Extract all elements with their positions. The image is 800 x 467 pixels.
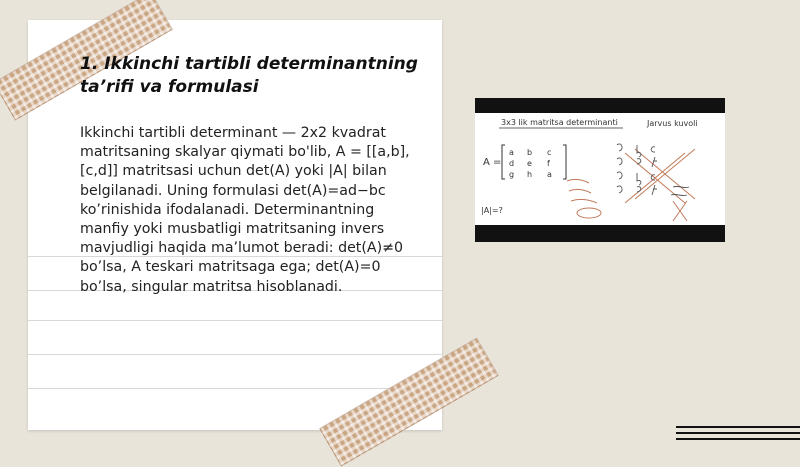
- board-method: Jarvus kuvoli: [647, 119, 698, 128]
- sarrus-scribbles: [567, 149, 695, 221]
- matrix-cell: e: [527, 159, 532, 168]
- video-thumbnail[interactable]: [475, 98, 725, 242]
- matrix-cell: d: [509, 159, 515, 168]
- matrix-cell: f: [547, 159, 550, 168]
- whiteboard-image: [475, 113, 725, 225]
- matrix-cell: b: [527, 148, 533, 157]
- det-question: |A|=?: [481, 206, 503, 215]
- matrix-cell: h: [527, 170, 533, 179]
- matrix-cell: a: [509, 148, 514, 157]
- decorative-lines: [676, 424, 800, 444]
- matrix-cell: c: [547, 148, 552, 157]
- slide-body-text: Ikkinchi tartibli determinant — 2x2 kvadrat matritsaning skalyar qiymati bo'lib, A = [[a,b],[c,d]] matritsasi uchun det(A) yoki |A| bilan belgilanadi. Uning formulasi det(A)=ad−bc ko’rinishida ifodalanadi. Determinantning manfiy yoki musbatligi matritsaning invers mavjudligi haqida ma’lumot beradi: det(A)≠0 bo’lsa, A teskari matritsaga ega; det(A)=0 bo’lsa, singular matritsa hisoblanadi.: [80, 125, 410, 295]
- whiteboard-drawing: [475, 113, 725, 225]
- slide-title: 1. Ikkinchi tartibli determinantning ta’rifi va formulasi: [80, 54, 418, 97]
- matrix-cell: a: [547, 170, 552, 179]
- matrix-label: A =: [483, 157, 502, 168]
- matrix-cell: g: [509, 170, 515, 179]
- board-heading: 3x3 lik matritsa determinanti: [501, 118, 618, 127]
- sarrus-letters: [617, 144, 689, 196]
